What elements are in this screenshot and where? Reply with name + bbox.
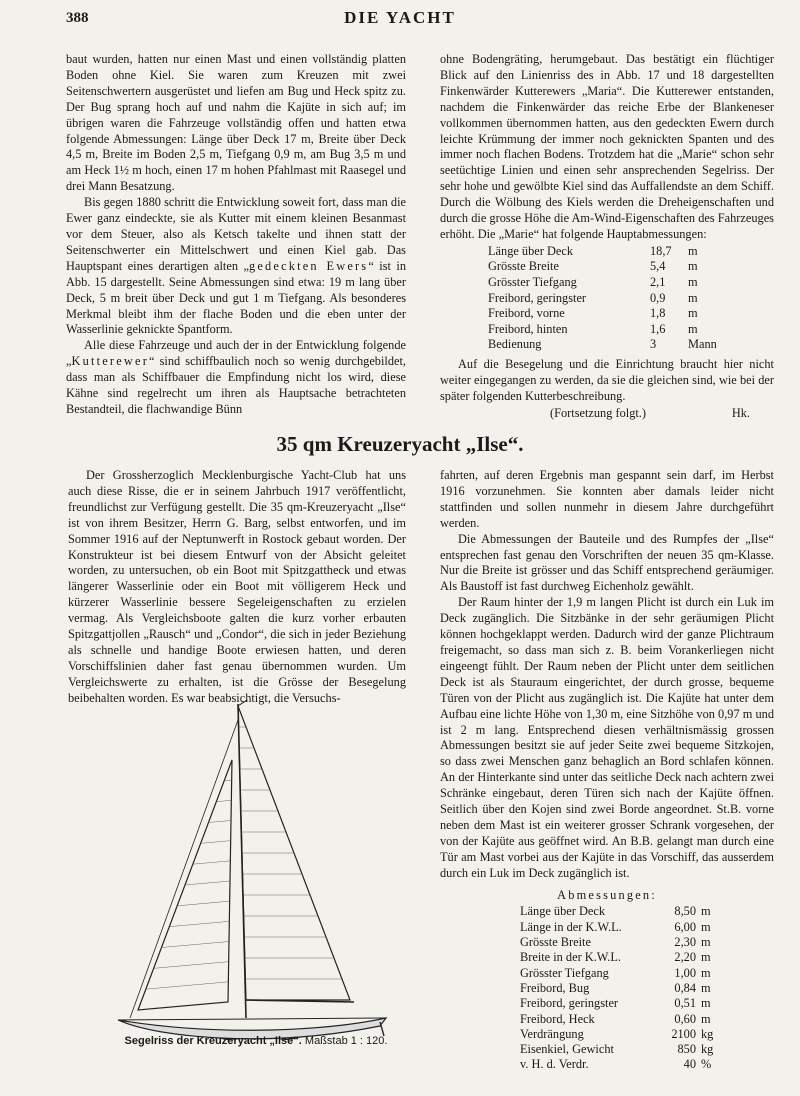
dimension-row [520,966,713,981]
caption-scale: Maßstab 1 : 120. [304,1035,388,1047]
dimension-label: Grösste Breite [488,259,559,274]
article-right-column [440,468,774,1073]
article-end [440,406,774,423]
dimension-row [520,1027,713,1042]
dimension-row [488,306,717,322]
dimension-label: Bedienung [488,337,542,352]
forestay [130,720,238,1018]
dimension-unit: m [701,919,711,934]
dimension-unit: % [701,1057,712,1072]
dimension-unit: m [688,259,698,274]
dimension-value: 850 [677,1042,696,1057]
dimension-row [488,244,717,260]
dimension-unit: m [688,275,698,290]
dimension-value: 3 [650,337,657,352]
paragraph: Alle diese Fahrzeuge und auch der in der Entwicklung folgende „Kutterewer“ sind schiffbaulich noch so wenig durchgebildet, dass man als Schiffbauer die Empfindung nicht los wird, diese Kähne sind regelrecht um ihren als Hauptsache betrachteten Bestandteil, die flachwandige Bünn [66,338,406,416]
dimension-unit: m [701,904,711,919]
dimension-value: 6,00 [674,919,696,934]
dimension-row [520,996,713,1011]
dimension-row [520,1057,713,1072]
dimension-value: 0,60 [674,1011,696,1026]
ilse-dimensions-table [520,904,713,1072]
dimension-unit: m [688,243,698,258]
dimension-value: 1,6 [650,321,666,336]
dimension-label: Freibord, Heck [520,1011,595,1026]
dimension-label: Verdrängung [520,1026,584,1041]
dimension-label: Länge über Deck [488,243,573,258]
dimension-label: Freibord, geringster [520,996,619,1011]
sail-seam [154,962,229,969]
dimension-unit: m [688,321,698,336]
gaff [238,700,262,706]
sail-plan-drawing [100,700,410,1040]
sail-seam [224,780,232,781]
dimension-unit: kg [701,1042,714,1057]
continuation-note: (Fortsetzung folgt.) [550,405,646,420]
dimension-label: Freibord, geringster [488,290,587,305]
dimension-row [520,1012,713,1027]
dimension-label: Eisenkiel, Gewicht [520,1042,614,1057]
dimension-row [520,935,713,950]
dimension-label: Grösster Tiefgang [488,275,577,290]
dimension-unit: m [701,996,711,1011]
dimension-row [488,259,717,275]
article-title: 35 qm Kreuzeryacht „Ilse“. [276,432,524,456]
dimension-value: 1,8 [650,306,666,321]
dimension-label: Grösster Tiefgang [520,965,609,980]
dimension-value: 40 [683,1057,696,1072]
dimension-row [488,337,717,353]
dimension-value: 0,84 [674,980,696,995]
dimension-value: 1,00 [674,965,696,980]
figure-caption [96,1035,416,1047]
dimension-row [488,322,717,338]
marie-dimensions-table [488,244,717,353]
dimension-value: 2,1 [650,275,666,290]
paragraph: Der Grossherzoglich Mecklenburgische Yacht-Club hat uns auch diese Risse, die er in seinem Jahrbuch 1917 veröffentlicht, freundlichst zur Verfügung gestellt. Die 35 qm-Kreuzeryacht „Ilse“ ist von ihrem Besitzer, Herrn G. Barg, selbst entworfen, und im Sommer 1916 auf der Neptunwerft in Rostock gebaut worden. Der Konstrukteur ist bei diesem Entwurf von der Absicht geleitet worden, zu untersuchen, ob ein Boot mit Spitzgattheck und etwas längerer Wasserlinie oder ein Boot mit völligerem Heck und kürzerer Wasserlinie bessere Segeleigenschaften zu erzielen vermag. Als Vergleichsboote galten die kurz vorher erbauten Spitzgattjollen „Rausch“ und „Condor“, die sich in jeder Beziehung als schnelle und handige Boote erwiesen hatten, und deren Vorschiffslinien daher fast genau übernommen wurden. Um Vergleichswerte zu erhalten, ist die Grösse der Besegelung beibehalten worden. Es war beabsichtigt, die Versuchs- [68,468,406,705]
running-head: DIE YACHT [344,8,456,27]
paragraph: Der Raum hinter der 1,9 m langen Plicht ist durch ein Luk im Deck zugänglich. Die Sitzbänke in der sehr geräumigen Plicht können hochgeklappt werden. Dadurch wird der ganze Plichtraum freigemacht, so dass man sich z. B. beim Vorankerliegen nicht eingeengt fühlt. Der Raum neben der Plicht unter dem seitlichen Deck ist als Stauraum eingerichtet, der durch grosse, bequeme Türen von der Plicht aus zugänglich ist. Die Kajüte hat unter dem Aufbau eine lichte Höhe von 1,30 m, eine Sitzhöhe von 0,97 m und ist 2 m lang. Entsprechend diesen verhältnismässig grossen Abmessungen besitzt sie auf jeder Seite zwei bequeme Sitzkojen, so dass zwei Menschen ganz behaglich an Bord schlafen können. An der Hinterkante sind unter das seitliche Deck nach achtern zwei Schränke eingebaut, deren Türen sich nach der Kajüte öffnen. Seitlich über den Kojen sind zwei Borde angeordnet. St.B. vorne neben dem Mast ist ein weiterer grosser Schrank vorgesehen, der von der Kajüte aus geöffnet wird. An B.B. gelangt man durch eine Tür am Mast vorbei aus der Kajüte in das Vorschiff, das ausserdem durch ein Luk im Deck zugänglich ist. [440,595,774,880]
sail-seam [162,942,230,948]
paragraph: ohne Bodengräting, herumgebaut. Das bestätigt ein flüchtiger Blick auf den Linienriss des in Abb. 17 und 18 dargestellten Finkenwärder Kutterewers „Maria“. Die Kutterewer entstanden, nachdem die Finkenwärder das reiche Erbe der Blankeneser vollkommen übernommen hatten, aus den gedeckten Ewern durch leichte Krümmung der immer noch geknickten Spanten und des immer noch flachen Bodens. Trotzdem hat die „Marie“ schon sehr seetüchtige Linien und einen sehr ansprechenden Segelriss. Der sehr hohe und gewölbte Kiel sind das Auffallendste an dem Schiff. Durch die Wölbung des Kiels werden die Dreheigenschaften und durch die grosse Höhe die Am-Wind-Eigenschaften des Fahrzeuges erhöht. Die „Marie“ hat folgende Hauptabmessungen: [440,52,774,241]
paragraph: baut wurden, hatten nur einen Mast und einen vollständig platten Boden ohne Kiel. Sie waren zum Kreuzen mit zwei Seitenschwertern ausgerüstet und liefen am Bug und Heck spitz zu. Der Bug sprang hoch auf und nahm die Kajüte in sich auf; im übrigen waren die Fahrzeuge vollständig offen und hatten etwa folgende Abmessungen: Länge über Deck 17 m, Breite über Deck 4,5 m, Breite im Boden 2,5 m, Tiefgang 0,9 m, am Bug 3,5 m und am Heck 1½ m hoch, einen 17 m hohen Pfahlmast mit Raasegel und drei Mann Besatzung. [66,52,406,194]
dimension-unit: m [688,306,698,321]
dimension-value: 5,4 [650,259,666,274]
sail-seam [193,861,230,864]
dimension-unit: m [701,1011,711,1026]
paragraph: fahrten, auf deren Ergebnis man gespannt sein darf, im Herbst 1916 vorzunehmen. Sie konnten aber damals leider nicht stattfinden und sollen nunmehr in diesem Jahre durchgeführt werden. [440,468,774,530]
dimension-row [520,981,713,996]
sail-seam [209,821,232,823]
sail-seam [201,841,231,844]
author-initials: Hk. [731,405,750,420]
dimensions-heading: Abmessungen: [557,887,657,902]
paragraph: Auf die Besegelung und die Einrichtung braucht hier nicht weiter eingegangen zu werden, da sie die gleichen sind, wie bei der später folgenden Kutterbeschreibung. [440,357,774,403]
dimension-label: Länge in der K.W.L. [520,919,622,934]
caption-title: Segelriss der Kreuzeryacht „Ilse“. [124,1035,302,1047]
dimension-label: Länge über Deck [520,904,605,919]
dimension-value: 0,51 [674,996,696,1011]
dimension-row [520,904,713,919]
dimension-unit: m [701,950,711,965]
sail-seam [177,901,230,906]
prev-article-left-column [66,52,406,418]
dimension-label: v. H. d. Verdr. [520,1057,589,1072]
sail-seam [146,982,229,989]
dimension-label: Breite in der K.W.L. [520,950,622,965]
dimension-label: Freibord, vorne [488,306,565,321]
paragraph: Die Abmessungen der Bauteile und des Rumpfes der „Ilse“ entsprechen fast genau den Vorschriften der neuen 35 qm-Klasse. Nur die Breite ist grösser und das Schiff entsprechend geräumiger. Als Baustoff ist fast durchweg Eichenholz gewählt. [440,531,774,594]
dimension-unit: m [701,935,711,950]
dimension-label: Freibord, hinten [488,321,568,336]
dimension-row [488,275,717,291]
dimension-unit: Mann [688,337,717,352]
sheer-line [118,1018,386,1020]
sail-plan-figure [100,700,410,1040]
dimension-label: Freibord, Bug [520,980,590,995]
sail-seam [185,881,230,885]
dimension-row [520,950,713,965]
dimension-row [488,291,717,307]
dimension-unit: m [701,980,711,995]
dimension-row [520,1042,713,1057]
dimension-unit: m [701,965,711,980]
page-number: 388 [66,10,89,26]
dimension-unit: kg [701,1026,714,1041]
dimension-unit: m [688,290,698,305]
dimension-value: 2,20 [674,950,696,965]
dimension-value: 2100 [671,1026,696,1041]
sail-seam [169,921,229,926]
prev-article-right-column [440,52,774,423]
sail-seam [216,800,231,801]
article-left-column [68,468,406,707]
dimension-label: Grösste Breite [520,935,591,950]
dimension-value: 2,30 [674,935,696,950]
dimension-value: 0,9 [650,290,666,305]
dimension-value: 18,7 [650,243,672,258]
dimension-row [520,920,713,935]
dimension-value: 8,50 [674,904,696,919]
paragraph: Bis gegen 1880 schritt die Entwicklung soweit fort, dass man die Ewer ganz eindeckte, sie als Kutter mit einem kleinen Besanmast vor dem Steuer, also als Ketsch takelte und ihnen statt der Seitenschwerter ein Mittelschwert und einen Kiel gab. Das Hauptspant eines derartigen alten „gedeckten Ewers“ ist in Abb. 15 dargestellt. Seine Abmessungen sind etwa: 19 m lang über Deck, 5 m breit über Deck und gut 1 m Tiefgang. Als besonderes Merkmal bleibt ihm der flache Boden und die eben unter der Wasserlinie geknickte Spantform. [66,195,407,337]
